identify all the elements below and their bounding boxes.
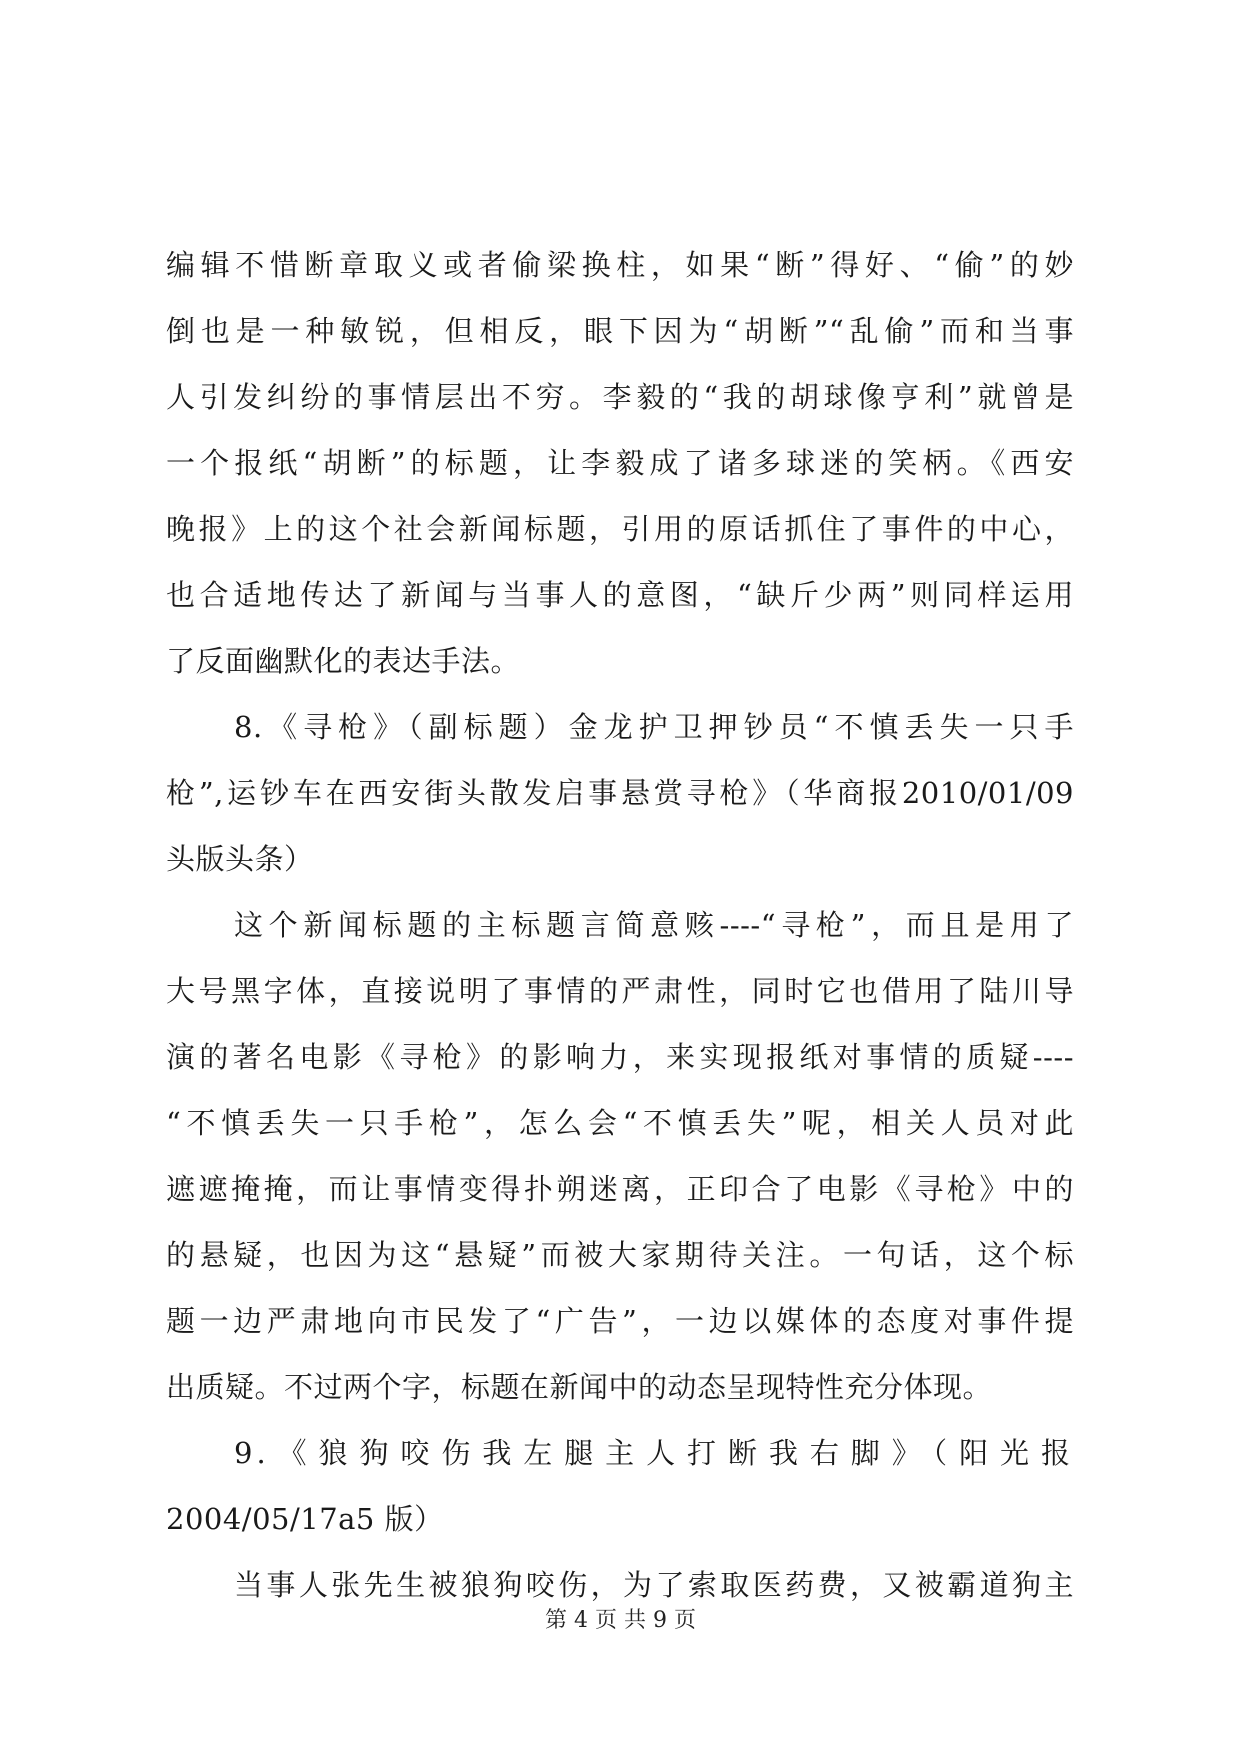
text-line: 了反面幽默化的表达手法。 [166, 644, 521, 678]
text-line: 当事人张先生被狼狗咬伤，为了索取医药费，又被霸道狗主 [234, 1568, 1074, 1602]
text-line: 编辑不惜断章取义或者偷梁换柱，如果“断”得好、“偷”的妙 [166, 248, 1074, 282]
text-line: 遮遮掩掩，而让事情变得扑朔迷离，正印合了电影《寻枪》中的 [166, 1172, 1074, 1206]
text-line: 大号黑字体，直接说明了事情的严肃性，同时它也借用了陆川导 [166, 974, 1074, 1008]
text-line: 题一边严肃地向市民发了“广告”，一边以媒体的态度对事件提 [166, 1304, 1074, 1338]
list-item-8-heading: 8.《寻枪》（副标题）金龙护卫押钞员“不慎丢失一只手 [234, 710, 1074, 744]
text-line: 头版头条） [166, 842, 314, 876]
text-line: 的悬疑，也因为这“悬疑”而被大家期待关注。一句话，这个标 [166, 1238, 1074, 1272]
body-text [166, 232, 1074, 1618]
text-line: 也合适地传达了新闻与当事人的意图，“缺斤少两”则同样运用 [166, 578, 1074, 612]
text-line: 2004/05/17a5 版） [166, 1502, 444, 1536]
text-line: 演的著名电影《寻枪》的影响力，来实现报纸对事情的质疑---- [166, 1040, 1074, 1074]
text-line: 倒也是一种敏锐，但相反，眼下因为“胡断”“乱偷”而和当事 [166, 314, 1074, 348]
text-line: 出质疑。不过两个字，标题在新闻中的动态呈现特性充分体现。 [166, 1370, 993, 1404]
text-line: 这个新闻标题的主标题言简意赅----“寻枪”，而且是用了 [234, 908, 1074, 942]
text-line: 人引发纠纷的事情层出不穷。李毅的“我的胡球像亨利”就曾是 [166, 380, 1074, 414]
text-line: 枪”,运钞车在西安街头散发启事悬赏寻枪》（华商报2010/01/09 [166, 776, 1074, 810]
text-line: “不慎丢失一只手枪”，怎么会“不慎丢失”呢，相关人员对此 [166, 1106, 1074, 1140]
page-footer [0, 1606, 1241, 1636]
page-number-label: 第 4 页 共 9 页 [545, 1608, 696, 1633]
text-line: 一个报纸“胡断”的标题，让李毅成了诸多球迷的笑柄。《西安 [166, 446, 1074, 480]
text-line: 晚报》上的这个社会新闻标题，引用的原话抓住了事件的中心， [166, 512, 1074, 546]
list-item-9-heading: 9.《狼狗咬伤我左腿主人打断我右脚》（阳光报 [234, 1436, 1074, 1470]
